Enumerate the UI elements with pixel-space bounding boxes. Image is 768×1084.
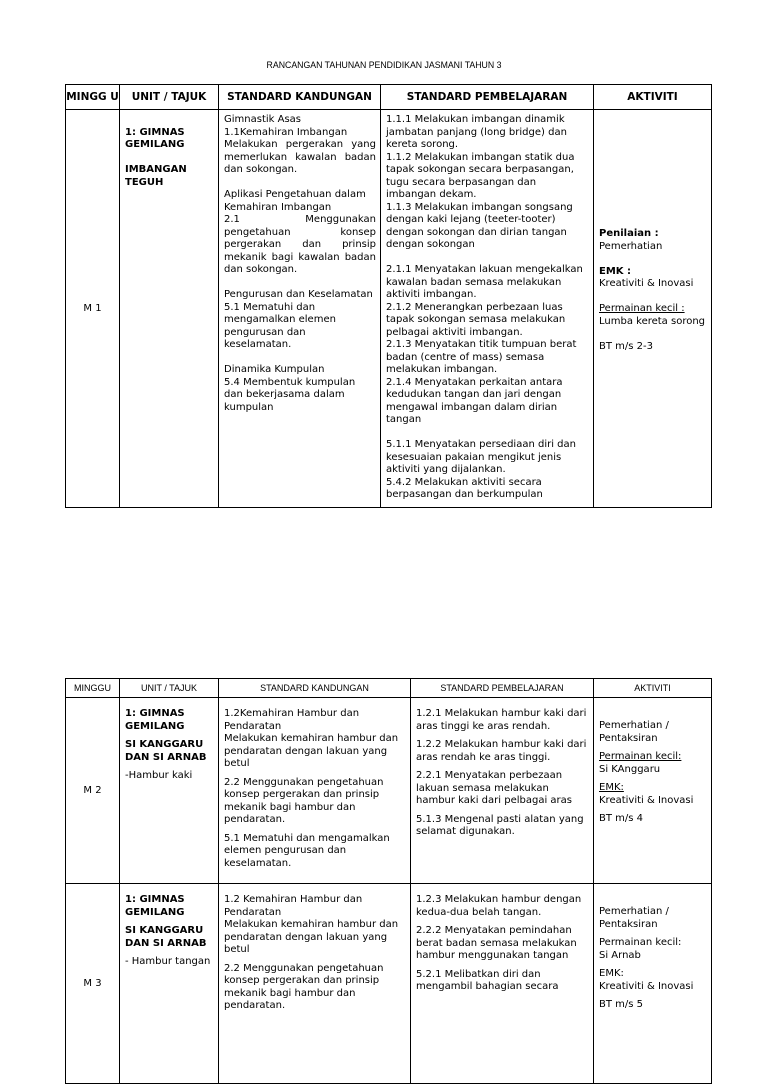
pembelajaran-cell [411,698,594,884]
header-standard-kandungan: STANDARD KANDUNGAN [219,679,411,698]
kandungan-item: 2.2 Menggunakan pengetahuan konsep pergerakan dan prinsip mekanik bagi hambur dan pendaratan. [224,776,384,825]
plan-table-weeks-2-3 [65,678,712,1084]
header-aktiviti: AKTIVITI [594,679,712,698]
kandungan-heading: Gimnastik Asas [224,114,302,125]
unit-title: 1: GIMNAS GEMILANG [125,126,185,150]
pembelajaran-item: 1.2.3 Melakukan hambur dengan kedua-dua belah tangan. [416,894,582,918]
bt-reference: BT m/s 5 [599,999,644,1010]
kandungan-item: 2.1 Menggunakan pengetahuan konsep pergerakan dan prinsip mekanik bagi kawalan badan dan sokongan. [224,214,376,275]
permainan-value: Si Arnab [599,949,641,961]
emk-value: Kreativiti & Inovasi [599,980,694,992]
document-title: RANCANGAN TAHUNAN PENDIDIKAN JASMANI TAHUN 3 [266,60,502,71]
header-standard-pembelajaran: STANDARD PEMBELAJARAN [411,679,594,698]
kandungan-item: 5.4 Membentuk kumpulan dan bekerjasama dalam kumpulan [224,376,356,413]
pembelajaran-item: 2.2.2 Menyatakan pemindahan berat badan semasa melakukan hambur menggunakan tangan [416,925,577,961]
kandungan-item: 5.1 Mematuhi dan mengamalkan elemen pengurusan dan keselamatan. [224,832,390,869]
emk-label: EMK : [599,265,632,277]
unit-cell [120,110,219,508]
header-minggu: MINGGU [66,679,120,698]
week-cell: M 2 [66,698,120,884]
header-unit-tajuk: UNIT / TAJUK [120,85,219,110]
week-cell: M 3 [66,884,120,1084]
permainan-value: Lumba kereta sorong [599,315,706,327]
pentaksiran-value: Pemerhatian / Pentaksiran [599,720,669,744]
bt-reference: BT m/s 4 [599,813,644,824]
table-row [66,884,712,1084]
pembelajaran-cell [411,884,594,1084]
pembelajaran-item: 2.1.3 Menyatakan titik tumpuan berat badan (centre of mass) semasa melakukan imbangan. [386,339,577,375]
plan-table-week-1 [65,84,712,508]
pembelajaran-item: 2.1.2 Menerangkan perbezaan luas tapak sokongan semasa melakukan pelbagai aktiviti imbangan. [386,301,566,338]
header-standard-pembelajaran: STANDARD PEMBELAJARAN [381,85,594,110]
penilaian-label: Penilaian : [599,228,659,240]
week-cell: M 1 [66,110,120,508]
kandungan-heading: Aplikasi Pengetahuan dalam Kemahiran Imbangan [224,189,366,213]
header-unit-tajuk: UNIT / TAJUK [120,679,219,698]
pembelajaran-item: 2.1.4 Menyatakan perkaitan antara kedudukan tangan dan jari dengan mengawal imbangan dalam dirian tangan [386,376,563,425]
kandungan-heading: Pengurusan dan Keselamatan [224,289,373,300]
pembelajaran-cell [381,110,594,508]
pembelajaran-item: 1.2.1 Melakukan hambur kaki dari aras tinggi ke aras rendah. [416,708,587,732]
unit-title: 1: GIMNAS GEMILANG [125,708,185,732]
kandungan-heading: Dinamika Kumpulan [224,364,325,375]
unit-subtitle: SI KANGGARU DAN SI ARNAB [125,739,207,763]
aktiviti-cell [594,884,712,1084]
kandungan-cell [219,110,381,508]
pembelajaran-item: 2.1.1 Menyatakan lakuan mengekalkan kawalan badan semasa melakukan aktiviti imbangan. [386,264,583,300]
aktiviti-cell [594,110,712,508]
permainan-value: Si KAnggaru [599,763,661,775]
table-header-row [66,85,712,110]
kandungan-item: Melakukan kemahiran hambur dan pendaratan dengan lakuan yang betul [224,919,399,955]
pembelajaran-item: 2.2.1 Menyatakan perbezaan lakuan semasa melakukan hambur kaki dari pelbagai aras [416,770,572,806]
header-aktiviti: AKTIVITI [594,85,712,110]
pembelajaran-item: 5.2.1 Melibatkan diri dan mengambil bahagian secara [416,968,559,992]
unit-cell [120,698,219,884]
unit-skill: -Hambur kaki [125,770,193,781]
kandungan-heading: 1.2 Kemahiran Hambur dan Pendaratan [224,894,363,918]
permainan-label: Permainan kecil: [599,751,682,762]
pembelajaran-item: 5.4.2 Melakukan aktiviti secara berpasangan dan berkumpulan [386,476,543,500]
unit-subtitle: SI KANGGARU DAN SI ARNAB [125,925,207,949]
emk-value: Kreativiti & Inovasi [599,278,694,290]
table-header-row [66,679,712,698]
header-standard-kandungan: STANDARD KANDUNGAN [219,85,381,110]
kandungan-cell [219,884,411,1084]
pembelajaran-item: 1.1.1 Melakukan imbangan dinamik jambatan panjang (long bridge) dan kereta sorong. [386,114,567,150]
unit-title: 1: GIMNAS GEMILANG [125,894,185,918]
penilaian-value: Pemerhatian [599,240,663,252]
kandungan-item: 5.1 Mematuhi dan mengamalkan elemen pengurusan dan keselamatan. [224,301,336,350]
emk-value: Kreativiti & Inovasi [599,794,694,806]
header-minggu: MINGG U [66,85,120,110]
emk-label: EMK: [599,968,624,979]
kandungan-text: Melakukan pergerakan yang memerlukan kawalan badan dan sokongan. [224,139,376,175]
emk-label: EMK: [599,782,624,793]
table-row [66,110,712,508]
permainan-label: Permainan kecil: [599,937,682,948]
pembelajaran-item: 5.1.3 Mengenal pasti alatan yang selamat digunakan. [416,813,584,837]
permainan-label: Permainan kecil : [599,303,685,315]
bt-reference: BT m/s 2-3 [599,340,653,352]
aktiviti-cell [594,698,712,884]
kandungan-heading: 1.2Kemahiran Hambur dan Pendaratan [224,708,360,732]
kandungan-item: 1.1Kemahiran Imbangan [224,126,348,138]
kandungan-item: 2.2 Menggunakan pengetahuan konsep pergerakan dan prinsip mekanik bagi hambur dan pendaratan. [224,962,384,1011]
pembelajaran-item: 1.1.2 Melakukan imbangan statik dua tapak sokongan secara berpasangan, tugu secara berpasangan dan imbangan dekam. [386,151,575,200]
pembelajaran-item: 1.2.2 Melakukan hambur kaki dari aras rendah ke aras tinggi. [416,739,587,763]
unit-skill: - Hambur tangan [125,956,211,967]
kandungan-item: Melakukan kemahiran hambur dan pendaratan dengan lakuan yang betul [224,733,399,769]
kandungan-cell [219,698,411,884]
table-row [66,698,712,884]
unit-subtitle: IMBANGAN TEGUH [125,164,187,188]
pembelajaran-item: 1.1.3 Melakukan imbangan songsang dengan kaki lejang (teeter-tooter) dengan sokongan dan dirian tangan dengan sokongan [386,201,573,250]
unit-cell [120,884,219,1084]
pembelajaran-item: 5.1.1 Menyatakan persediaan diri dan kesesuaian pakaian mengikut jenis aktiviti yang dijalankan. [386,439,576,475]
pentaksiran-value: Pemerhatian / Pentaksiran [599,906,669,930]
